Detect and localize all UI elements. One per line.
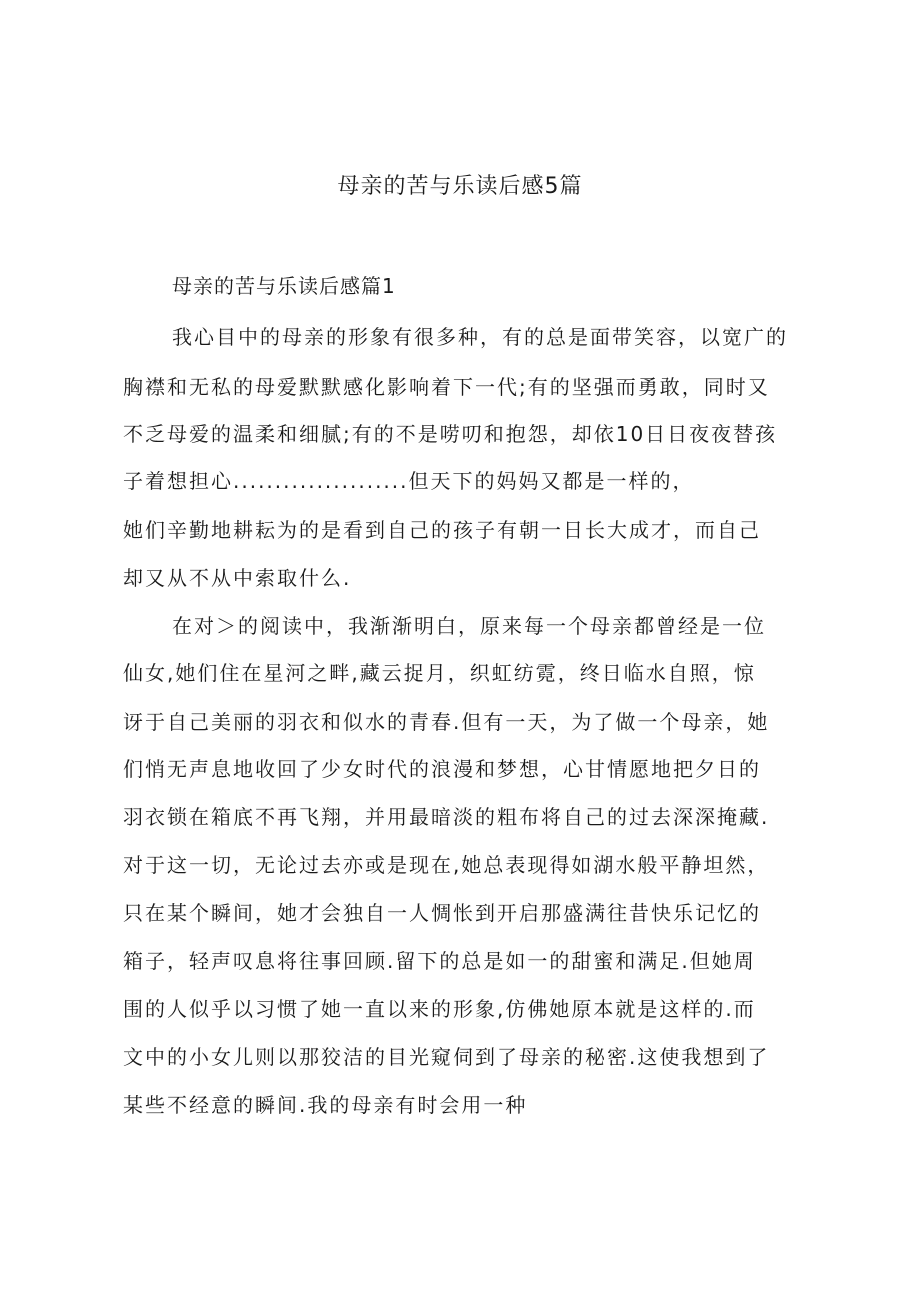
body-line: 讶于自己美丽的羽衣和似水的青春.但有一天，为了做一个母亲，她: [123, 710, 770, 734]
body-line: 我心目中的母亲的形象有很多种，有的总是面带笑容，以宽广的: [172, 325, 788, 349]
body-line: 却又从不从中索取什么.: [123, 566, 352, 590]
body-line: 在对＞的阅读中，我渐渐明白，原来每一个母亲都曾经是一位: [172, 614, 766, 638]
body-line: 围的人似乎以习惯了她一直以来的形象,仿佛她原本就是这样的.而: [123, 997, 756, 1021]
body-line: 胸襟和无私的母爱默默感化影响着下一代;有的坚强而勇敢，同时又: [123, 375, 770, 399]
body-line: 箱子，轻声叹息将往事回顾.留下的总是如一的甜蜜和满足.但她周: [123, 949, 756, 973]
body-line: 只在某个瞬间，她才会独自一人惆怅到开启那盛满往昔快乐记忆的: [123, 901, 761, 925]
body-line: 文中的小女儿则以那狡洁的目光窥伺到了母亲的秘密.这使我想到了: [123, 1045, 770, 1069]
body-line: 某些不经意的瞬间.我的母亲有时会用一种: [123, 1093, 528, 1117]
body-line: 她们辛勤地耕耘为的是看到自己的孩子有朝一日长大成才，而自己: [123, 518, 761, 542]
body-line: 对于这一切，无论过去亦或是现在,她总表现得如湖水般平静坦然，: [123, 853, 770, 877]
body-line: 子着想担心.....................但天下的妈妈又都是一样的，: [123, 469, 695, 493]
body-line: 不乏母爱的温柔和细腻;有的不是唠叨和抱怨，却依10日日夜夜替孩: [123, 422, 778, 446]
body-line: 羽衣锁在箱底不再飞翔，并用最暗淡的粗布将自己的过去深深掩藏.: [123, 805, 770, 829]
section-heading: 母亲的苦与乐读后感篇1: [172, 274, 396, 298]
document-title: 母亲的苦与乐读后感5篇: [337, 174, 583, 199]
body-line: 们悄无声息地收回了少女时代的浪漫和梦想，心甘情愿地把夕日的: [123, 757, 761, 781]
body-line: 仙女,她们住在星河之畔,藏云捉月，织虹纺霓，终日临水自照，惊: [123, 661, 756, 685]
